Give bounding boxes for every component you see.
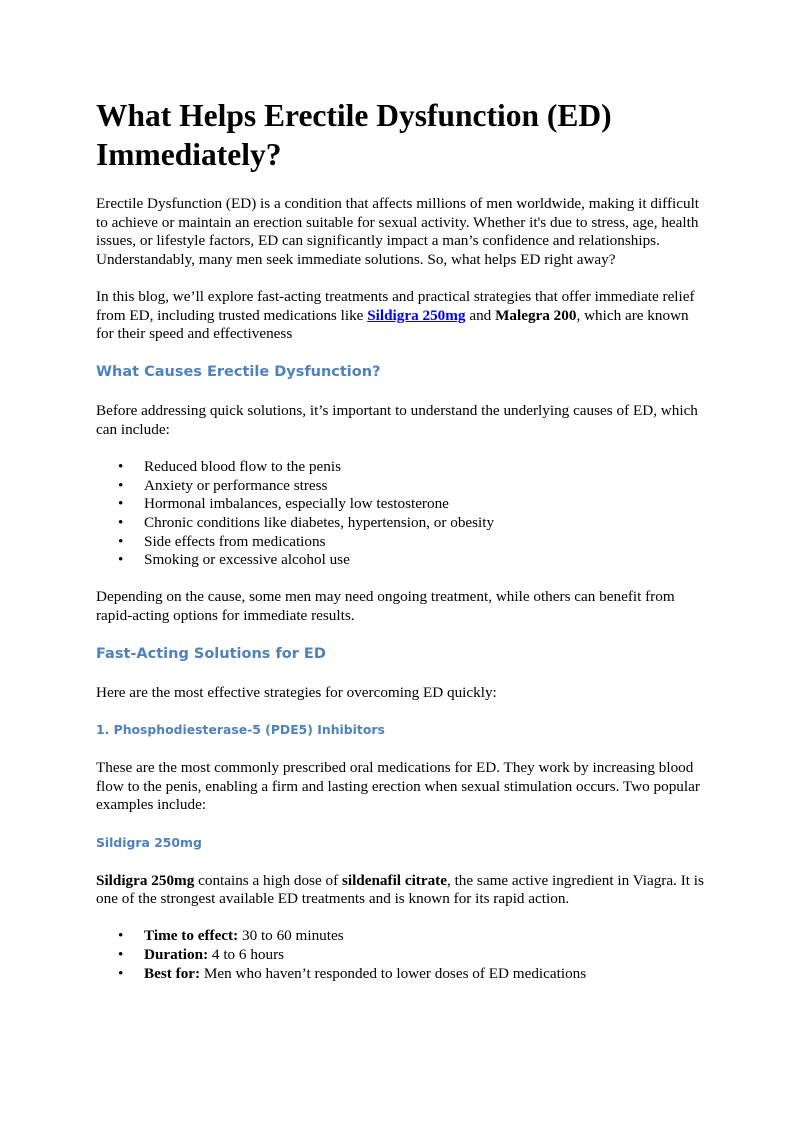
list-item-text: Anxiety or performance stress xyxy=(144,476,328,494)
bullet-icon: • xyxy=(118,495,124,513)
list-item xyxy=(96,495,706,514)
blog-intro-paragraph xyxy=(96,288,706,344)
list-item-text: Smoking or excessive alcohol use xyxy=(144,551,350,569)
fact-label: Duration: xyxy=(144,946,209,963)
section-heading-solutions: Fast-Acting Solutions for ED xyxy=(96,646,326,663)
fact-value: Men who haven’t responded to lower doses of ED medications xyxy=(200,964,587,982)
and-text: and xyxy=(465,306,496,324)
bullet-icon: • xyxy=(118,476,124,494)
list-item xyxy=(96,514,706,533)
blog-intro-text: In this blog, we’ll explore fast-acting treatments and practical strategies that offer immediate relief from ED, including trusted medications like xyxy=(96,287,695,324)
sildigra-text-2: , the same active ingredient in Viagra. It is one of the strongest available ED treatments and is known for its rapid action. xyxy=(96,871,704,908)
bullet-icon: • xyxy=(118,551,124,569)
solutions-intro: Here are the most effective strategies for overcoming ED quickly: xyxy=(96,684,497,702)
bullet-icon: • xyxy=(118,964,124,982)
bullet-icon: • xyxy=(118,927,124,945)
list-item xyxy=(96,458,706,477)
list-item xyxy=(96,533,706,552)
list-item-text: Hormonal imbalances, especially low testosterone xyxy=(144,495,449,513)
subheading-sildigra: Sildigra 250mg xyxy=(96,834,202,850)
fact-label: Time to effect: xyxy=(144,927,239,945)
document-body xyxy=(96,96,706,1002)
intro-paragraph: Erectile Dysfunction (ED) is a condition that affects millions of men worldwide, making it difficult to achieve or maintain an erection suitable for sexual activity. Whether it's due to stress, age, health issues, or lifestyle factors, ED can significantly impact a man’s confidence and relationships. Understandably, many men seek immediate solutions. So, what helps ED right away? xyxy=(96,195,700,268)
sildigra-link[interactable]: Sildigra 250mg xyxy=(367,306,466,324)
bullet-icon: • xyxy=(118,513,124,531)
fact-value: 4 to 6 hours xyxy=(208,946,285,963)
causes-intro: Before addressing quick solutions, it’s important to understand the underlying causes of ED, which can include: xyxy=(96,402,698,438)
sildigra-text-1: contains a high dose of xyxy=(194,871,342,889)
causes-outro: Depending on the cause, some men may need ongoing treatment, while others can benefit from rapid-acting options for immediate results. xyxy=(96,588,675,624)
subheading-pde5: 1. Phosphodiesterase-5 (PDE5) Inhibitors xyxy=(96,722,385,738)
section-heading-causes: What Causes Erectile Dysfunction? xyxy=(96,364,381,381)
list-item-text: Side effects from medications xyxy=(144,532,326,550)
sildigra-bold: Sildigra 250mg xyxy=(96,871,195,889)
list-item xyxy=(96,477,706,496)
fact-value: 30 to 60 minutes xyxy=(238,927,344,945)
pde5-paragraph: These are the most commonly prescribed oral medications for ED. They work by increasing blood flow to the penis, enabling a firm and lasting erection when sexual stimulation occurs. Two popular examples include: xyxy=(96,759,700,814)
list-item xyxy=(96,551,706,570)
malegra-bold: Malegra 200 xyxy=(495,306,577,324)
list-item xyxy=(96,927,706,946)
list-item xyxy=(96,965,706,984)
bullet-icon: • xyxy=(118,946,124,963)
blog-intro-tail: , which are known for their speed and effectiveness xyxy=(96,306,689,343)
causes-list xyxy=(96,458,706,570)
list-item-text: Chronic conditions like diabetes, hypertension, or obesity xyxy=(144,513,495,531)
bullet-icon: • xyxy=(118,458,124,476)
sildenafil-bold: sildenafil citrate xyxy=(341,871,447,889)
fact-label: Best for: xyxy=(144,964,201,982)
list-item xyxy=(96,946,706,965)
bullet-icon: • xyxy=(118,532,124,550)
sildigra-facts-list xyxy=(96,927,706,983)
sildigra-paragraph xyxy=(96,872,706,909)
page-title: What Helps Erectile Dysfunction (ED) Immediately? xyxy=(96,98,612,172)
list-item-text: Reduced blood flow to the penis xyxy=(144,458,341,476)
